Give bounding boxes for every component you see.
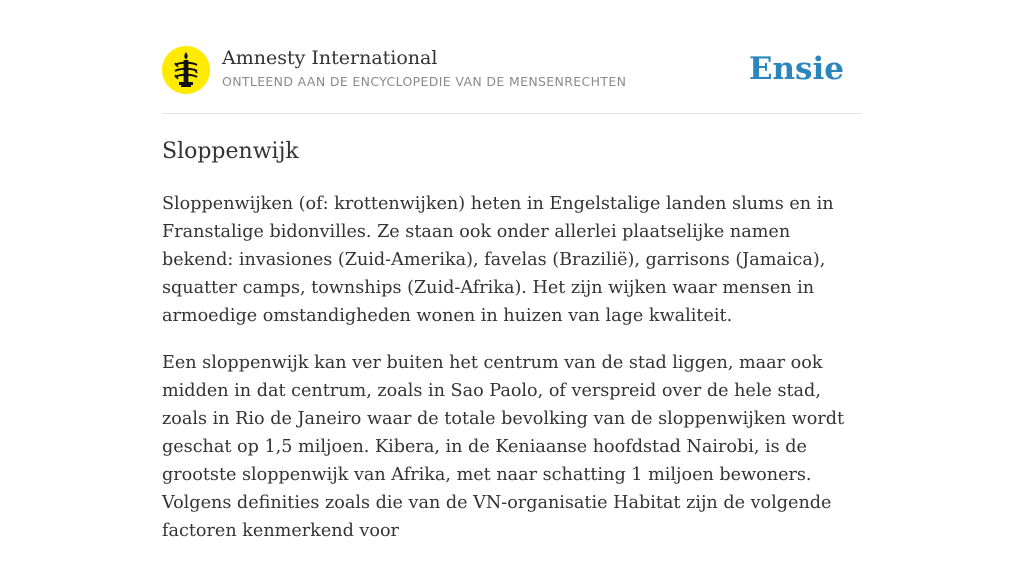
article-body (162, 190, 862, 564)
ensie-brand-link[interactable]: Ensie (748, 51, 844, 87)
publisher-name: Amnesty International (222, 47, 438, 69)
source-subtitle: ONTLEEND AAN DE ENCYCLOPEDIE VAN DE MENSENRECHTEN (222, 74, 627, 89)
header-divider (162, 113, 862, 114)
article-title: Sloppenwijk (162, 139, 299, 164)
amnesty-candle-logo-icon (162, 46, 210, 94)
article-paragraph: Een sloppenwijk kan ver buiten het centrum van de stad liggen, maar ook midden in dat centrum, zoals in Sao Paolo, of verspreid over de hele stad, zoals in Rio de Janeiro waar de totale bevolking van de sloppenwijken wordt geschat op 1,5 miljoen. Kibera, in de Keniaanse hoofdstad Nairobi, is de grootste sloppenwijk van Afrika, met naar schatting 1 miljoen bewoners. Volgens definities zoals die van de VN-organisatie Habitat zijn de volgende factoren kenmerkend voor (162, 353, 845, 541)
header (162, 46, 862, 96)
article-paragraph: Sloppenwijken (of: krottenwijken) heten in Engelstalige landen slums en in Franstalige bidonvilles. Ze staan ook onder allerlei plaatselijke namen bekend: invasiones (Zuid-Amerika), favelas (Brazilië), garrisons (Jamaica), squatter camps, townships (Zuid-Afrika). Het zijn wijken waar mensen in armoedige omstandigheden wonen in huizen van lage kwaliteit. (162, 194, 834, 326)
